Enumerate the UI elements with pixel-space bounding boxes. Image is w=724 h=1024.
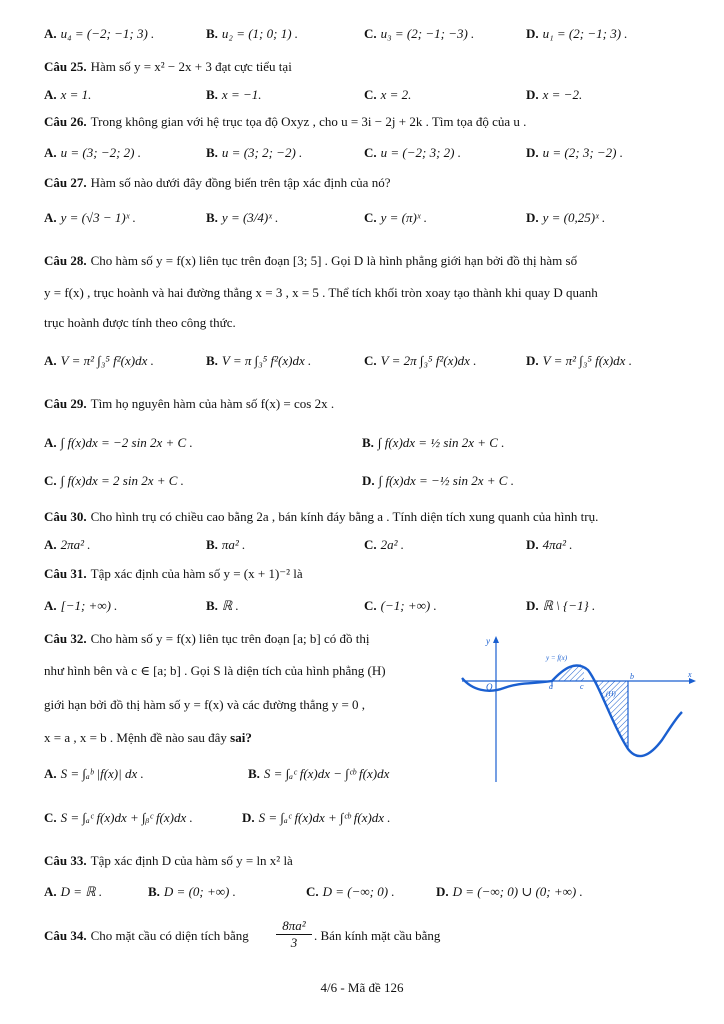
q29-option-a: A. ∫ f(x)dx = −2 sin 2x + C . [44,435,193,450]
q29-stem: Câu 29. Tìm họ nguyên hàm của hàm số f(x) = cos 2x . [44,396,335,411]
q24-options [44,24,704,46]
q29-option-b: B. ∫ f(x)dx = ½ sin 2x + C . [362,435,505,450]
q27-option-d: D. y = (0,25)ˣ . [526,210,606,225]
q33-option-b: B. D = (0; +∞) . [148,884,236,899]
q31-option-d: D. ℝ \ {−1} . [526,598,596,613]
q31-option-b: B. ℝ . [206,598,239,613]
graph-label-x: x [688,670,692,679]
q27-stem: Câu 27. Hàm số nào dưới đây đồng biến trên tập xác định của nó? [44,175,391,190]
q28-stem-line1: Câu 28. Cho hàm số y = f(x) liên tục trên đoạn [3; 5] . Gọi D là hình phẳng giới hạn bởi đồ thị hàm số [44,253,578,268]
q27-option-c: C. y = (π)ˣ . [364,210,428,225]
q26-option-a: A. u = (3; −2; 2) . [44,145,142,160]
q27-option-b: B. y = (3/4)ˣ . [206,210,279,225]
q26-stem: Câu 26. Trong không gian với hệ trục tọa độ Oxyz , cho u = 3i − 2j + 2k . Tìm tọa độ của u . [44,114,527,129]
q32-stem-line1: Câu 32. Cho hàm số y = f(x) liên tục trên đoạn [a; b] có đồ thị [44,631,370,646]
y-axis-arrow [493,636,499,643]
graph-label-h: (H) [606,690,616,698]
q31-option-a: A. [−1; +∞) . [44,598,118,613]
q32-option-b: B. S = ∫ₐᶜ f(x)dx − ∫ᶜᵇ f(x)dx [248,766,390,781]
q30-options [44,535,704,557]
q27-option-a: A. y = (√3 − 1)ˣ . [44,210,136,225]
q24-option-a: A. u₄ = (−2; −1; 3) . [44,26,155,41]
q28-options [44,351,704,373]
q30-option-c: C. 2a² . [364,537,405,552]
q29-options-row2 [44,471,704,493]
q24-option-c: C. u₃ = (2; −1; −3) . [364,26,475,41]
q31-option-c: C. (−1; +∞) . [364,598,437,613]
q28-option-b: B. V = π ∫₃⁵ f²(x)dx . [206,353,312,368]
q28-stem-line3: trục hoành được tính theo công thức. [44,315,236,330]
q24-option-d: D. u₁ = (2; −1; 3) . [526,26,628,41]
q28-option-c: C. V = 2π ∫₃⁵ f²(x)dx . [364,353,477,368]
q30-stem: Câu 30. Cho hình trụ có chiều cao bằng 2a , bán kính đáy bằng a . Tính diện tích xung quanh của hình trụ. [44,509,599,524]
q29-option-d: D. ∫ f(x)dx = −½ sin 2x + C . [362,473,514,488]
graph-label-c: c [580,682,584,691]
q33-options [44,882,704,904]
graph-label-y: y [486,636,490,646]
q30-option-a: A. 2πa² . [44,537,91,552]
q34-fraction [276,918,312,951]
q25-options [44,85,704,107]
q32-stem-line2: như hình bên và c ∈ [a; b] . Gọi S là diện tích của hình phẳng (H) [44,663,386,678]
q31-stem: Câu 31. Tập xác định của hàm số y = (x + 1)⁻² là [44,566,303,581]
q32-option-c: C. S = ∫ₐᶜ f(x)dx + ∫ᵦᶜ f(x)dx . [44,810,193,825]
q25-option-a: A. x = 1. [44,87,92,102]
q30-option-b: B. πa² . [206,537,246,552]
graph-label-curve: y = f(x) [546,654,568,662]
q32-options-row1 [44,764,704,786]
q25-option-d: D. x = −2. [526,87,583,102]
q28-option-a: A. V = π² ∫₃⁵ f²(x)dx . [44,353,154,368]
q32-graph [460,632,700,784]
q34-frac-num: 8πa² [276,918,312,935]
q26-option-c: C. u = (−2; 3; 2) . [364,145,462,160]
q33-stem: Câu 33. Tập xác định D của hàm số y = ln x² là [44,853,293,868]
graph-label-o: O [486,682,493,692]
q26-option-b: B. u = (3; 2; −2) . [206,145,303,160]
q29-option-c: C. ∫ f(x)dx = 2 sin 2x + C . [44,473,184,488]
graph-label-a: a [549,682,553,691]
q25-option-c: C. x = 2. [364,87,412,102]
q29-options-row1 [44,433,704,455]
q32-stem-line3: giới hạn bởi đồ thị hàm số y = f(x) và các đường thẳng y = 0 , [44,697,366,712]
q25-option-b: B. x = −1. [206,87,262,102]
q32-options-row2 [44,808,704,830]
page-footer: 4/6 - Mã đề 126 [320,980,404,995]
q32-option-a: A. S = ∫ₐᵇ |f(x)| dx . [44,766,144,781]
graph-label-b: b [630,672,634,681]
q24-option-b: B. u₂ = (1; 0; 1) . [206,26,299,41]
q33-option-c: C. D = (−∞; 0) . [306,884,395,899]
q32-option-d: D. S = ∫ₐᶜ f(x)dx + ∫ᶜᵇ f(x)dx . [242,810,391,825]
q26-option-d: D. u = (2; 3; −2) . [526,145,624,160]
q28-stem-line2: y = f(x) , trục hoành và hai đường thẳng x = 3 , x = 5 . Thể tích khối tròn xoay tạo thành khi quay D quanh [44,285,598,300]
q31-options [44,596,704,618]
q26-options [44,143,704,165]
q27-options [44,208,704,230]
q33-option-d: D. D = (−∞; 0) ∪ (0; +∞) . [436,884,583,899]
q34-frac-den: 3 [290,935,298,950]
q34-stem: Câu 34. Cho mặt cầu có diện tích bằng $\frac{\text{8πa²}}{3}$ . Bán kính mặt cầu bằng [44,918,441,950]
q25-stem: Câu 25. Hàm số y = x² − 2x + 3 đạt cực tiểu tại [44,59,292,74]
q28-option-d: D. V = π² ∫₃⁵ f(x)dx . [526,353,632,368]
q32-stem-line4: x = a , x = b . Mệnh đề nào sau đây sai? [44,730,252,745]
q30-option-d: D. 4πa² . [526,537,573,552]
q33-option-a: A. D = ℝ . [44,884,103,899]
